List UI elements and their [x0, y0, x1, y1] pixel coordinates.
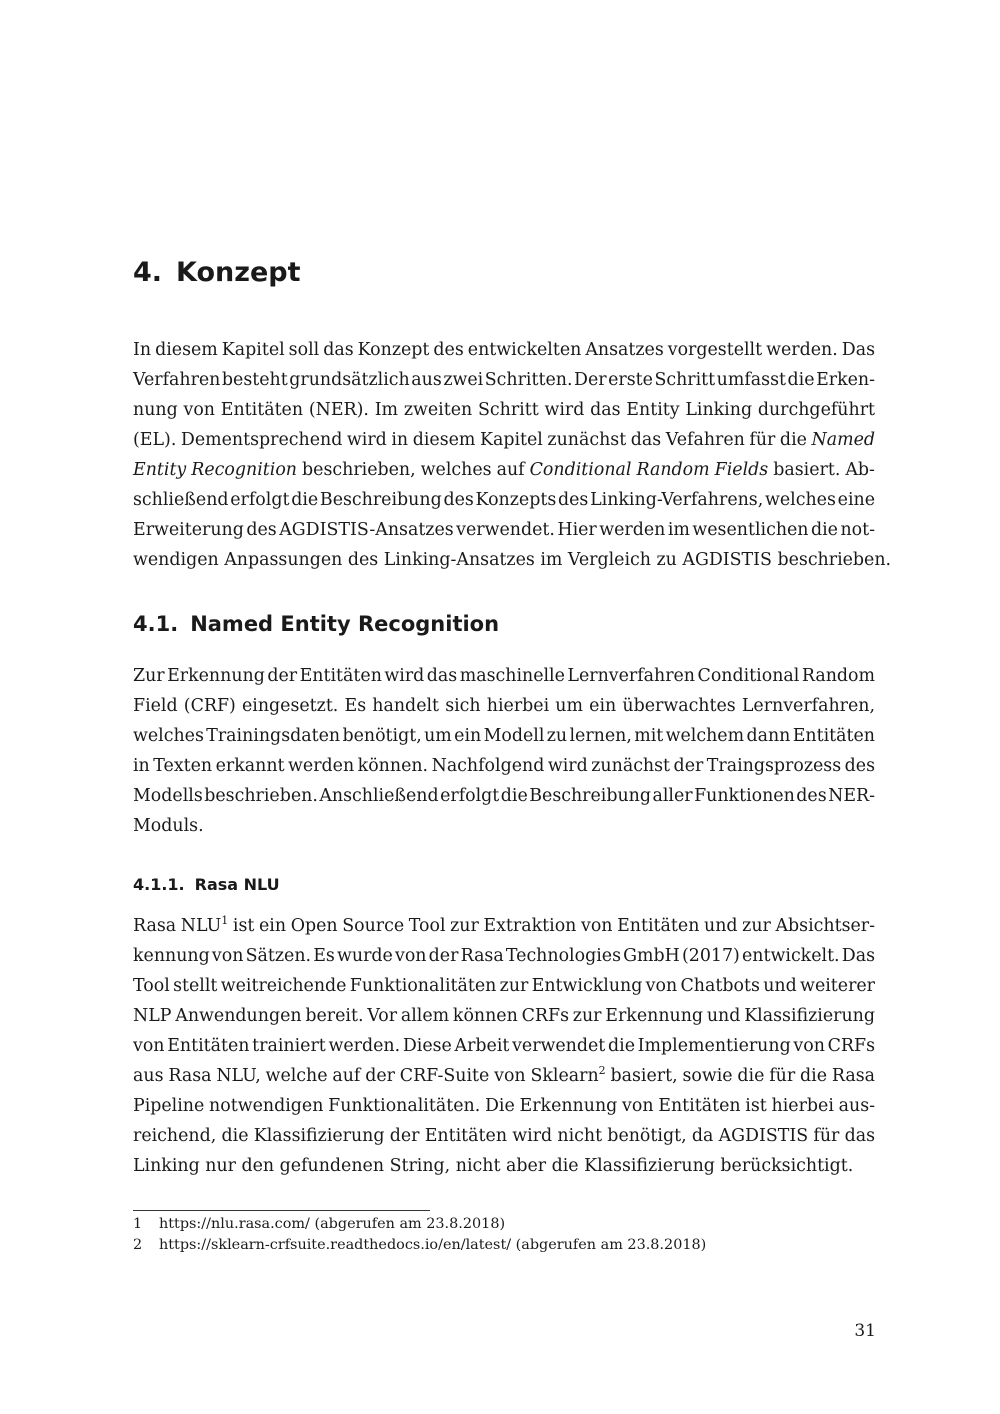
text-line: Rasa NLU$^1$ ist ein Open Source Tool zur Extraktion von Entitäten und zur Absichtser- — [133, 914, 875, 936]
intro-paragraph — [133, 335, 892, 575]
text-line: wendigen Anpassungen des Linking-Ansatzes im Vergleich zu AGDISTIS beschrieben. — [133, 550, 892, 570]
text-line: (EL). Dementsprechend wird in diesem Kapitel zunächst das Vefahren für die Named — [133, 430, 875, 450]
footnote-divider — [133, 1210, 430, 1211]
footnote-ref-2: 2 — [598, 1064, 606, 1077]
text-line: Modells beschrieben. Anschließend erfolgt die Beschreibung aller Funktionen des NER- — [133, 786, 875, 806]
text-line: schließend erfolgt die Beschreibung des Konzepts des Linking-Verfahrens, welches eine — [133, 490, 875, 510]
text-line: Linking nur den gefundenen String, nicht aber die Klassifizierung berücksichtigt. — [133, 1156, 854, 1176]
text-line: aus Rasa NLU, welche auf der CRF-Suite von Sklearn$^2$ basiert, sowie die für die Rasa — [133, 1064, 875, 1086]
chapter-heading — [133, 253, 301, 293]
footnote-number: 1 — [133, 1216, 143, 1232]
footnote — [133, 1235, 706, 1255]
subsection-title: Rasa NLU — [194, 875, 280, 894]
text-line: Entity Recognition beschrieben, welches auf Conditional Random Fields basiert. Ab- — [133, 460, 875, 480]
text-line: Zur Erkennung der Entitäten wird das maschinelle Lernverfahren Conditional Random — [133, 666, 875, 686]
footnote-number: 2 — [133, 1237, 143, 1253]
text-line: Erweiterung des AGDISTIS-Ansatzes verwendet. Hier werden im wesentlichen die not- — [133, 520, 875, 540]
text-line: In diesem Kapitel soll das Konzept des entwickelten Ansatzes vorgestellt werden. Das — [133, 340, 875, 360]
text-line: Field (CRF) eingesetzt. Es handelt sich hierbei um ein überwachtes Lernverfahren, — [133, 696, 875, 716]
text-line: NLP Anwendungen bereit. Vor allem können CRFs zur Erkennung und Klassifizierung — [133, 1006, 875, 1026]
subsection-heading — [133, 873, 280, 897]
chapter-title: Konzept — [176, 257, 301, 288]
text-line: in Texten erkannt werden können. Nachfolgend wird zunächst der Traingsprozess des — [133, 756, 875, 776]
rasa-paragraph — [133, 911, 875, 1181]
section-title: Named Entity Recognition — [190, 612, 500, 636]
text-line: welches Trainingsdaten benötigt, um ein Modell zu lernen, mit welchem dann Entitäten — [133, 726, 875, 746]
ner-paragraph — [133, 661, 875, 841]
footnote — [133, 1214, 505, 1234]
text-line: Tool stellt weitreichende Funktionalitäten zur Entwicklung von Chatbots und weiterer — [133, 976, 875, 996]
footnote-text: https://nlu.rasa.com/ (abgerufen am 23.8.2018) — [159, 1216, 506, 1232]
section-heading — [133, 609, 499, 639]
chapter-number: 4. — [133, 257, 163, 288]
text-line: Pipeline notwendigen Funktionalitäten. Die Erkennung von Entitäten ist hierbei aus- — [133, 1096, 875, 1116]
footnote-ref-1: 1 — [221, 914, 229, 927]
text-line: Moduls. — [133, 816, 204, 836]
text-line: Verfahren besteht grundsätzlich aus zwei Schritten. Der erste Schritt umfasst die Erken- — [133, 370, 875, 390]
text-line: nung von Entitäten (NER). Im zweiten Schritt wird das Entity Linking durchgeführt — [133, 400, 875, 420]
footnote-text: https://sklearn-crfsuite.readthedocs.io/en/latest/ (abgerufen am 23.8.2018) — [159, 1237, 707, 1253]
text-line: von Entitäten trainiert werden. Diese Arbeit verwendet die Implementierung von CRFs — [133, 1036, 875, 1056]
page-number: 31 — [854, 1321, 876, 1341]
text-line: kennung von Sätzen. Es wurde von der Rasa Technologies GmbH (2017) entwickelt. Das — [133, 946, 875, 966]
text-line: reichend, die Klassifizierung der Entitäten wird nicht benötigt, da AGDISTIS für das — [133, 1126, 875, 1146]
subsection-number: 4.1.1. — [133, 875, 185, 894]
section-number: 4.1. — [133, 612, 179, 636]
